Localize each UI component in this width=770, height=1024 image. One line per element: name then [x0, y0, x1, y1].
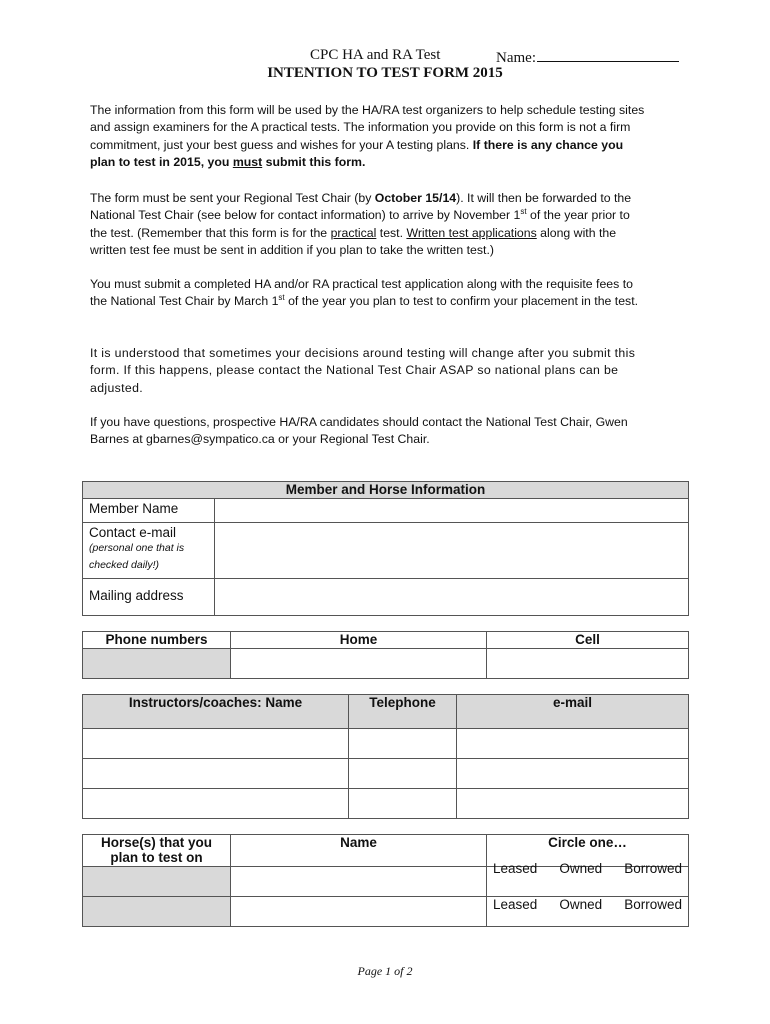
deadline-date: October 15/14: [374, 191, 457, 205]
phone-numbers-header: Phone numbers: [83, 632, 231, 649]
mailing-address-label: Mailing address: [83, 579, 215, 616]
home-phone-input[interactable]: [231, 649, 487, 679]
instructors-name-header: Instructors/coaches: Name: [83, 695, 349, 729]
horses-table: [82, 834, 689, 927]
horse-name-input[interactable]: [231, 867, 487, 897]
contact-paragraph: If you have questions, prospective HA/RA candidates should contact the National Test Chair, Gwen Barnes at gbarnes@sympatico.ca or your Regional Test Chair.: [90, 415, 628, 447]
intro-text: The information from this form will be used by the HA/RA test organizers to help schedule testing sites and assign examiners for the A practical tests. The information you provide on this form is not a firm commitment, just your best guess and wishes for your A testing plans.: [90, 103, 645, 152]
instructor-email-input[interactable]: [457, 789, 689, 819]
option-borrowed[interactable]: Borrowed: [624, 897, 682, 912]
option-leased[interactable]: Leased: [493, 897, 538, 912]
instructor-email-input[interactable]: [457, 729, 689, 759]
written-test-emphasis: Written test applications: [406, 225, 537, 240]
telephone-header: Telephone: [349, 695, 457, 729]
horse-row-label: [83, 897, 231, 927]
option-borrowed[interactable]: Borrowed: [624, 861, 682, 876]
contact-email-input[interactable]: [215, 523, 689, 579]
name-field[interactable]: [496, 47, 679, 67]
home-header: Home: [231, 632, 487, 649]
instructors-table: [82, 694, 689, 819]
instructor-name-input[interactable]: [83, 729, 349, 759]
contact-email-label: Contact e-mail (personal one that is checked daily!): [83, 523, 215, 579]
cell-phone-input[interactable]: [487, 649, 689, 679]
submission-paragraph: The form must be sent your Regional Test Chair (by October 15/14). It will then be forwarded to the National Test Chair (see below for contact information) to arrive by November 1st of the year prior to the test. (Remember that this form is for the practical test. Written test applications along with the written test fee must be sent in addition if you plan to take the written test.): [90, 191, 632, 257]
form-title: INTENTION TO TEST FORM 2015: [267, 65, 503, 81]
application-paragraph: You must submit a completed HA and/or RA practical test application along with the requisite fees to the National Test Chair by March 1st of the year you plan to test to confirm your placement in the test.: [90, 277, 639, 309]
member-name-label: Member Name: [83, 499, 215, 523]
name-blank-line[interactable]: [537, 47, 679, 62]
changes-paragraph: It is understood that sometimes your decisions around testing will change after you submit this form. If this happens, please contact the National Test Chair ASAP so national plans can be adjusted.: [90, 346, 636, 395]
phone-table: [82, 631, 689, 679]
option-leased[interactable]: Leased: [493, 861, 538, 876]
horse-name-header: Name: [231, 835, 487, 867]
contact-email-note: (personal one that is checked daily!): [89, 542, 185, 571]
intro-emphasis: If there is any chance you plan to test in 2015, you must submit this form.: [90, 137, 624, 169]
practical-emphasis: practical: [330, 225, 377, 240]
form-series-title: CPC HA and RA Test: [310, 47, 441, 63]
intro-paragraph: [90, 102, 650, 171]
horses-header: Horse(s) that you plan to test on: [83, 835, 231, 867]
instructor-name-input[interactable]: [83, 759, 349, 789]
phone-row-label: [83, 649, 231, 679]
circle-one-header: Circle one…: [487, 835, 689, 867]
horse-name-input[interactable]: [231, 897, 487, 927]
cell-header: Cell: [487, 632, 689, 649]
option-owned[interactable]: Owned: [559, 897, 603, 912]
option-owned[interactable]: Owned: [559, 861, 603, 876]
horse-row-label: [83, 867, 231, 897]
page-number: Page 1 of 2: [357, 964, 413, 978]
instructor-name-input[interactable]: [83, 789, 349, 819]
member-info-heading: Member and Horse Information: [83, 482, 689, 499]
instructor-email-input[interactable]: [457, 759, 689, 789]
name-label: Name:: [496, 50, 536, 66]
ownership-options: [487, 897, 689, 927]
mailing-address-input[interactable]: [215, 579, 689, 616]
instructor-telephone-input[interactable]: [349, 789, 457, 819]
member-info-table: [82, 481, 689, 616]
instructor-telephone-input[interactable]: [349, 729, 457, 759]
must-emphasis: must: [232, 154, 263, 169]
email-header: e-mail: [457, 695, 689, 729]
member-name-input[interactable]: [215, 499, 689, 523]
instructor-telephone-input[interactable]: [349, 759, 457, 789]
ownership-options: [487, 861, 689, 897]
